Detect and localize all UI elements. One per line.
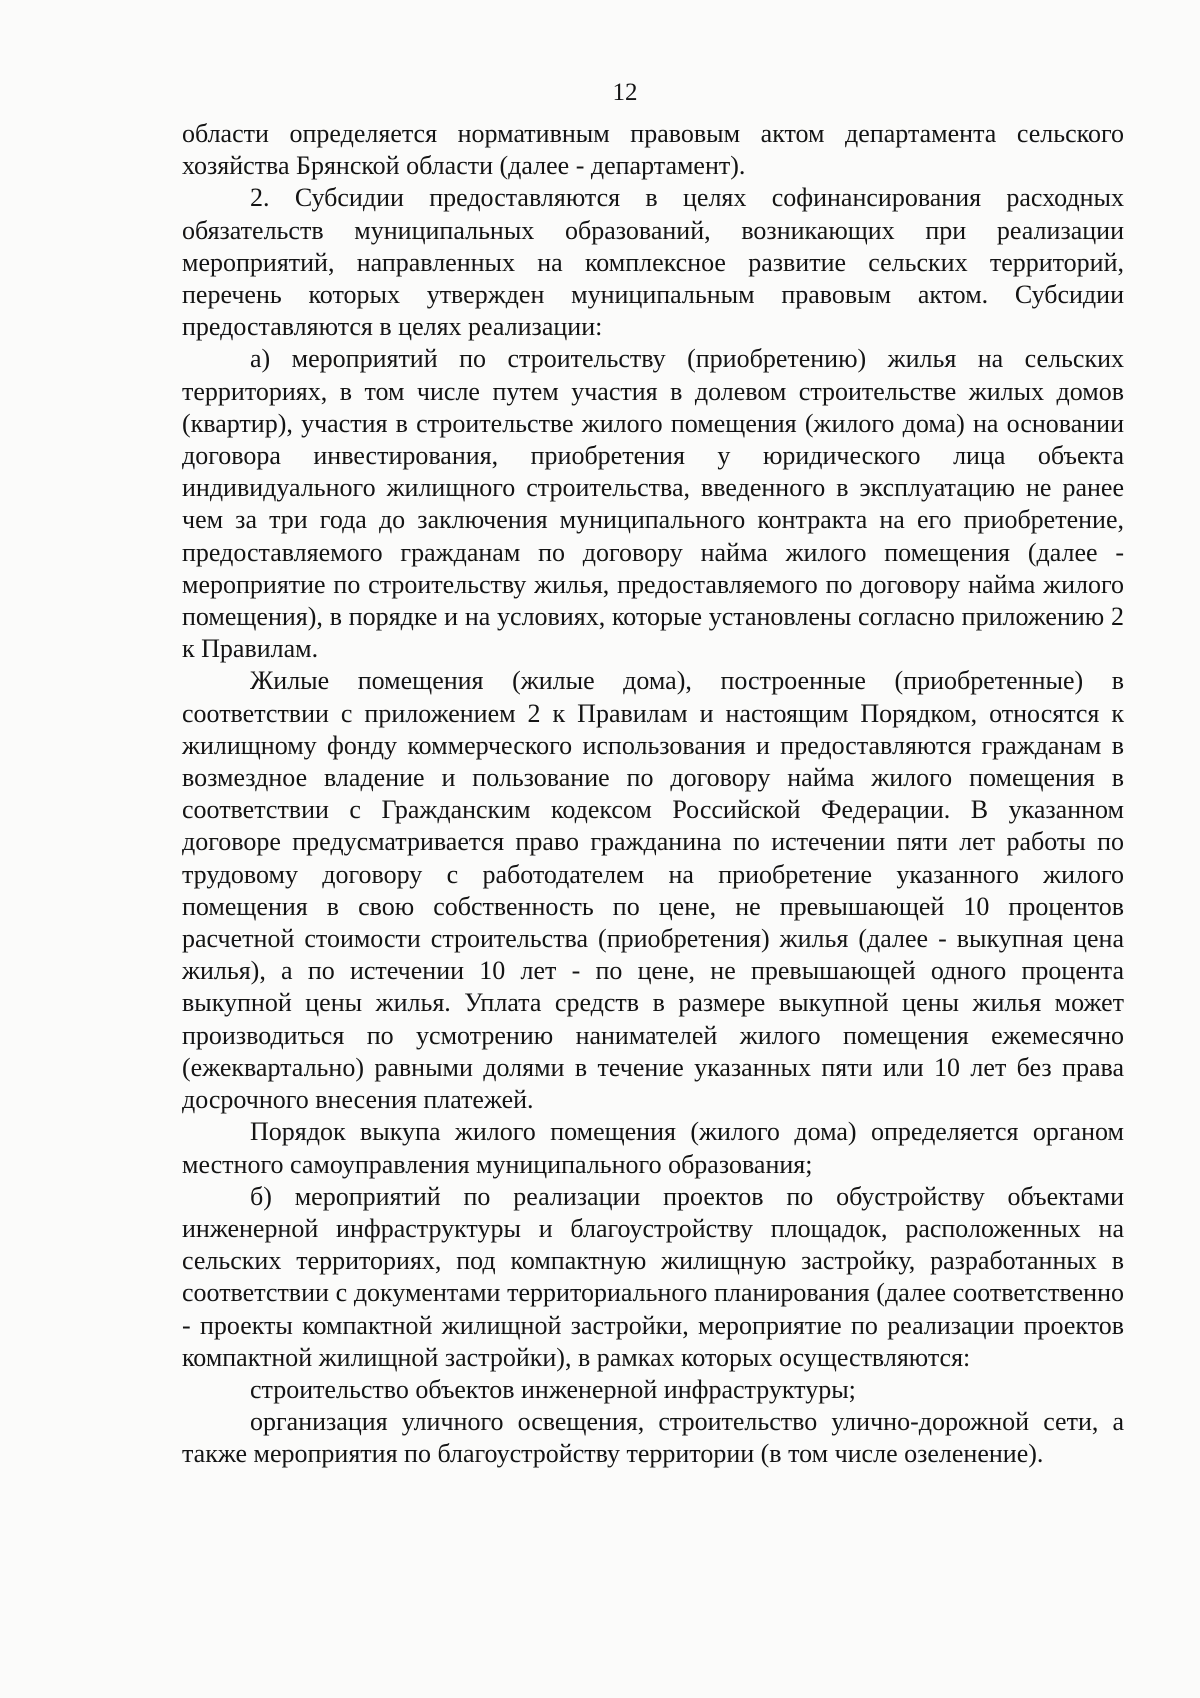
page-number: 12: [612, 79, 638, 106]
paragraph: б) мероприятий по реализации проектов по обустройству объектами инженерной инфраструктуры и благоустройству площадок, расположенных на сельских территориях, под компактную жилищную застройку, разработанных в соответствии с документами территориального планирования (далее соответственно - проекты компактной жилищной застройки, мероприятие по реализации проектов компактной жилищной застройки), в рамках которых осуществляются:: [182, 1181, 1124, 1372]
paragraph: а) мероприятий по строительству (приобретению) жилья на сельских территориях, в том числе путем участия в долевом строительстве жилых домов (квартир), участия в строительстве жилого помещения (жилого дома) на основании договора инвестирования, приобретения у юридического лица объекта индивидуального жилищного строительства, введенного в эксплуатацию не ранее чем за три года до заключения муниципального контракта на его приобретение, предоставляемого гражданам по договору найма жилого помещения (далее - мероприятие по строительству жилья, предоставляемого по договору найма жилого помещения), в порядке и на условиях, которые установлены согласно приложению 2 к Правилам.: [182, 344, 1124, 664]
paragraph: Порядок выкупа жилого помещения (жилого дома) определяется органом местного самоуправления муниципального образования;: [182, 1117, 1124, 1179]
paragraph: Жилые помещения (жилые дома), построенные (приобретенные) в соответствии с приложением 2 к Правилам и настоящим Порядком, относятся к жилищному фонду коммерческого использования и предоставляются гражданам в возмездное владение и пользование по договору найма жилого помещения в соответствии с Гражданским кодексом Российской Федерации. В указанном договоре предусматривается право гражданина по истечении пяти лет работы по трудовому договору с работодателем на приобретение указанного жилого помещения в свою собственность по цене, не превышающей 10 процентов расчетной стоимости строительства (приобретения) жилья (далее - выкупная цена жилья), а по истечении 10 лет - по цене, не превышающей одного процента выкупной цены жилья. Уплата средств в размере выкупной цены жилья может производиться по усмотрению нанимателей жилого помещения ежемесячно (ежеквартально) равными долями в течение указанных пяти или 10 лет без права досрочного внесения платежей.: [182, 666, 1124, 1115]
paragraph: организация уличного освещения, строительство улично-дорожной сети, а также мероприятия по благоустройству территории (в том числе озеленение).: [182, 1407, 1124, 1469]
paragraph: области определяется нормативным правовым актом департамента сельского хозяйства Брянской области (далее - департамент).: [182, 119, 1124, 181]
paragraph: 2. Субсидии предоставляются в целях софинансирования расходных обязательств муниципальных образований, возникающих при реализации мероприятий, направленных на комплексное развитие сельских территорий, перечень которых утвержден муниципальным правовым актом. Субсидии предоставляются в целях реализации:: [182, 183, 1124, 342]
paragraph: строительство объектов инженерной инфраструктуры;: [250, 1374, 856, 1404]
document-body: [182, 118, 1124, 1471]
